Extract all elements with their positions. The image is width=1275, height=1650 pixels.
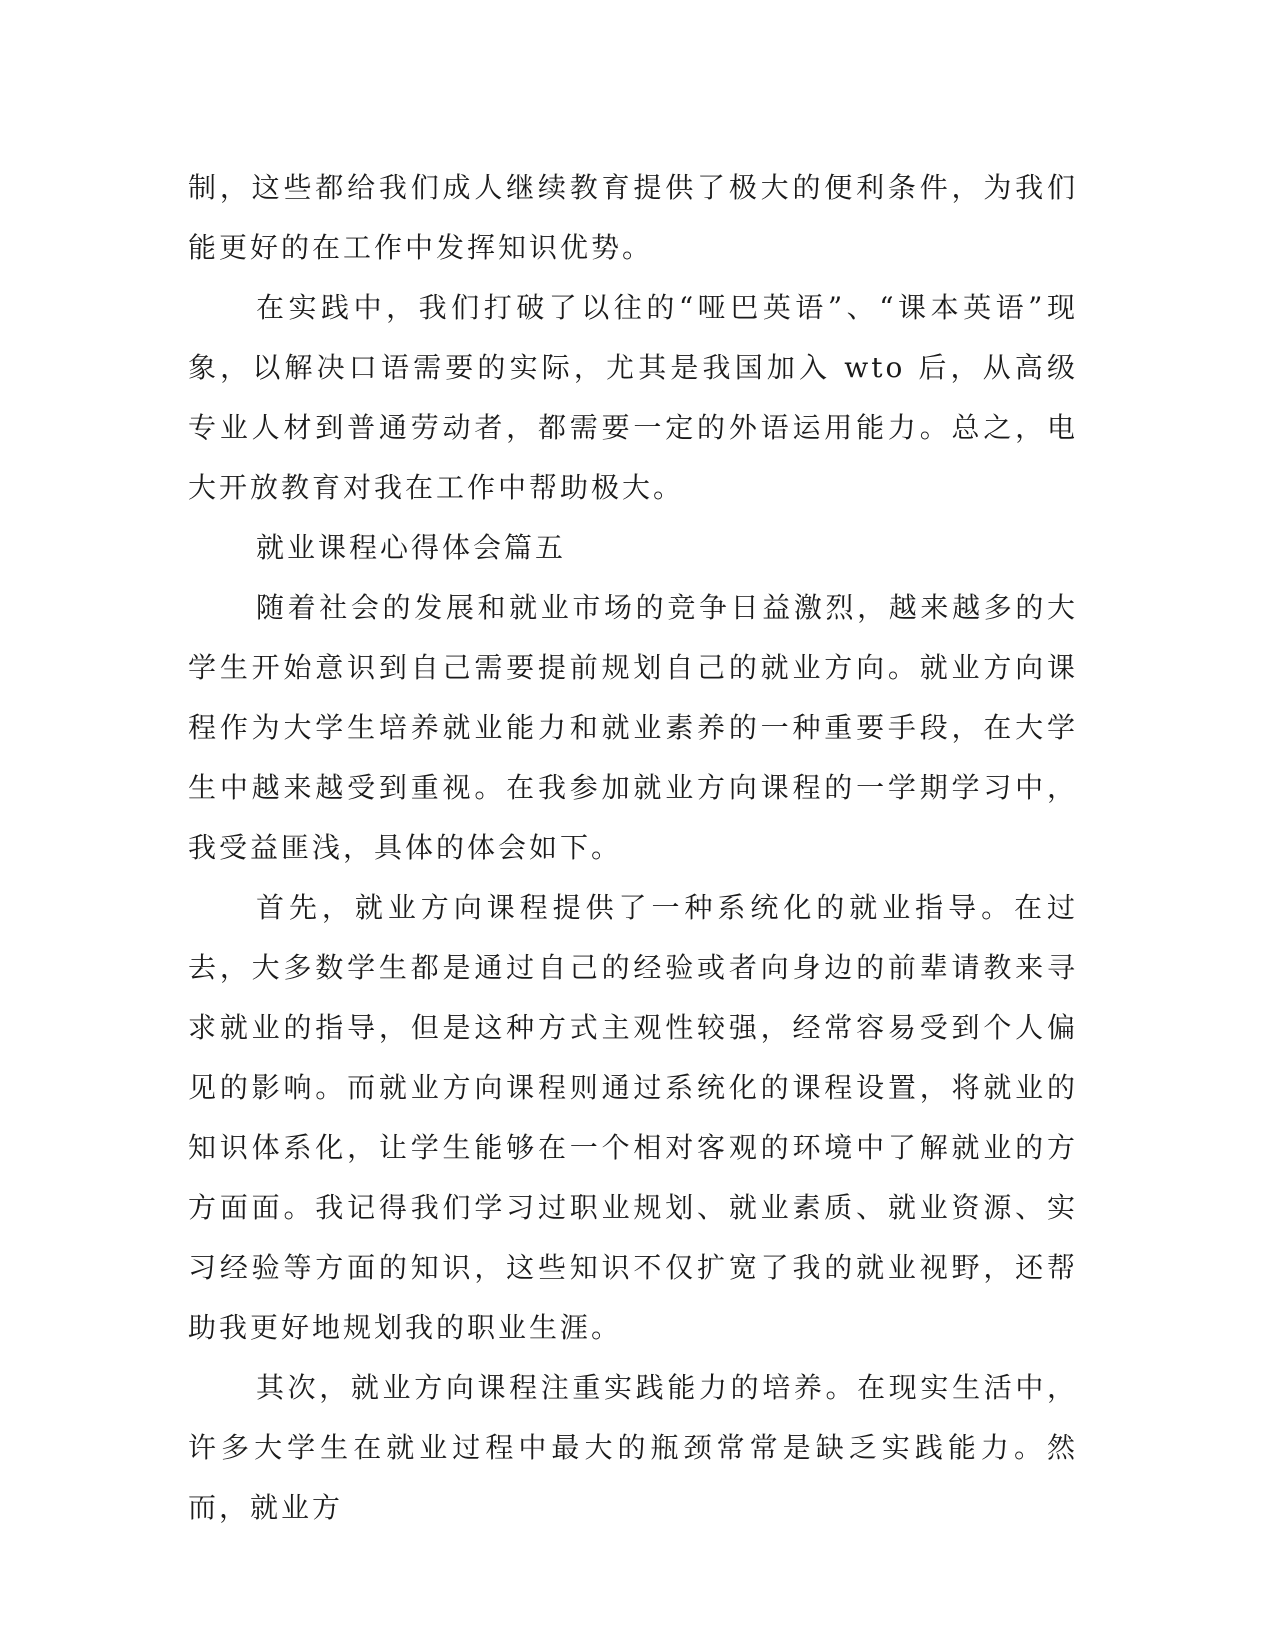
paragraph-practice: 在实践中，我们打破了以往的“哑巴英语”、“课本英语”现象，以解决口语需要的实际，尤其是我国加入 wto 后，从高级专业人材到普通劳动者，都需要一定的外语运用能力。总之，电大开放教育对我在工作中帮助极大。	[188, 291, 1078, 504]
document-body	[188, 158, 1078, 1538]
section-heading: 就业课程心得体会篇五	[256, 531, 567, 564]
paragraph-first: 首先，就业方向课程提供了一种系统化的就业指导。在过去，大多数学生都是通过自己的经验或者向身边的前辈请教来寻求就业的指导，但是这种方式主观性较强，经常容易受到个人偏见的影响。而就业方向课程则通过系统化的课程设置，将就业的知识体系化，让学生能够在一个相对客观的环境中了解就业的方方面面。我记得我们学习过职业规划、就业素质、就业资源、实习经验等方面的知识，这些知识不仅扩宽了我的就业视野，还帮助我更好地规划我的职业生涯。	[188, 891, 1078, 1344]
paragraph-intro: 随着社会的发展和就业市场的竞争日益激烈，越来越多的大学生开始意识到自己需要提前规划自己的就业方向。就业方向课程作为大学生培养就业能力和就业素养的一种重要手段，在大学生中越来越受到重视。在我参加就业方向课程的一学期学习中，我受益匪浅，具体的体会如下。	[188, 591, 1078, 864]
paragraph-continuation: 制，这些都给我们成人继续教育提供了极大的便利条件，为我们能更好的在工作中发挥知识优势。	[188, 171, 1078, 264]
paragraph-second: 其次，就业方向课程注重实践能力的培养。在现实生活中，许多大学生在就业过程中最大的瓶颈常常是缺乏实践能力。然而，就业方	[188, 1371, 1078, 1524]
